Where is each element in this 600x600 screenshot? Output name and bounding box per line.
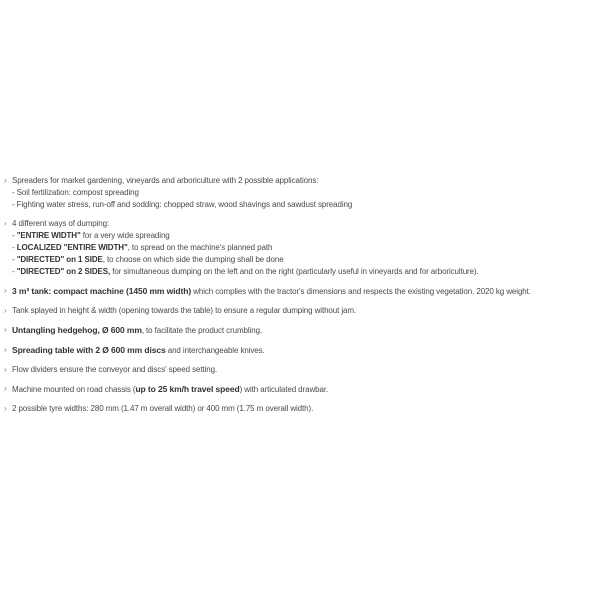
spec-item-flow-dividers [4, 364, 598, 376]
spec-item-dumping-ways [4, 218, 598, 278]
spec-line: - Soil fertilization: compost spreading [12, 188, 139, 197]
bullet-icon: › [4, 345, 7, 354]
spec-item-chassis [4, 383, 598, 396]
bullet-icon: › [4, 365, 7, 374]
bullet-icon: › [4, 325, 7, 334]
spec-line: 3 m³ tank: compact machine (1450 mm width) which complies with the tractor's dimensions and respects the existing vegetation. 2020 kg weight. [12, 286, 531, 296]
spec-list [4, 175, 598, 422]
bullet-icon: › [4, 306, 7, 315]
spec-line: 2 possible tyre widths: 280 mm (1.47 m overall width) or 400 mm (1.75 m overall width). [12, 404, 314, 413]
spec-line: - "DIRECTED" on 1 SIDE, to choose on which side the dumping shall be done [12, 255, 284, 264]
bullet-icon: › [4, 404, 7, 413]
spec-item-tyre-widths [4, 403, 598, 415]
bullet-icon: › [4, 384, 7, 393]
spec-line: - "ENTIRE WIDTH" for a very wide spreading [12, 231, 170, 240]
spec-item-spreading-table [4, 344, 598, 357]
bullet-icon: › [4, 219, 7, 228]
spec-line: Machine mounted on road chassis (up to 25 km/h travel speed) with articulated drawbar. [12, 384, 329, 394]
spec-line: - LOCALIZED "ENTIRE WIDTH", to spread on the machine's planned path [12, 243, 273, 252]
spec-line: Spreaders for market gardening, vineyards and arboriculture with 2 possible applications: [12, 176, 319, 185]
bullet-icon: › [4, 176, 7, 185]
spec-line: - "DIRECTED" on 2 SIDES, for simultaneous dumping on the left and on the right (particularly useful in vineyards and for arboriculture). [12, 267, 479, 276]
spec-line: 4 different ways of dumping: [12, 219, 110, 228]
spec-item-tank [4, 285, 598, 298]
spec-line: Untangling hedgehog, Ø 600 mm, to facilitate the product crumbling. [12, 325, 263, 335]
spec-item-applications [4, 175, 598, 211]
bullet-icon: › [4, 286, 7, 295]
spec-item-hedgehog [4, 324, 598, 337]
spec-line: - Fighting water stress, run-off and sodding: chopped straw, wood shavings and sawdust spreading [12, 200, 353, 209]
spec-line: Flow dividers ensure the conveyor and discs' speed setting. [12, 365, 218, 374]
spec-line: Tank splayed in height & width (opening towards the table) to ensure a regular dumping without jam. [12, 306, 357, 315]
spec-item-tank-splayed [4, 305, 598, 317]
spec-line: Spreading table with 2 Ø 600 mm discs and interchangeable knives. [12, 345, 265, 355]
